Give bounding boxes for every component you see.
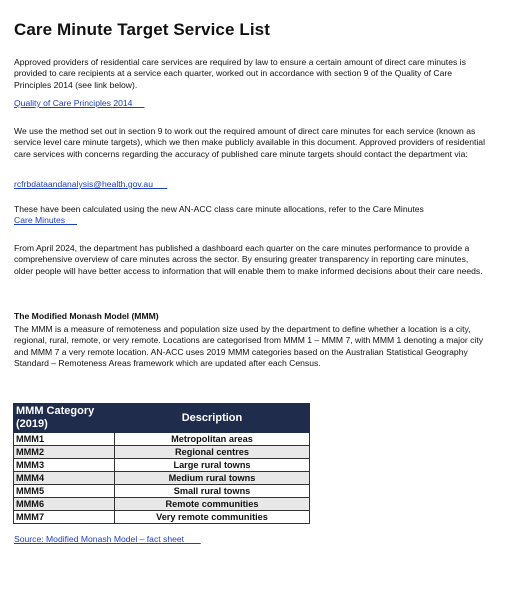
table-row: [14, 459, 310, 472]
contact-email-link[interactable]: rcfrbdataandanalysis@health.gov.au: [14, 179, 168, 189]
mmm-category-cell: MMM5: [14, 485, 115, 498]
mmm-description-cell: Remote communities: [115, 498, 310, 511]
mmm-description-cell: Regional centres: [115, 446, 310, 459]
mmm-fact-sheet-source-link[interactable]: Source: Modified Monash Model – fact sheet: [14, 534, 201, 544]
mmm-category-cell: MMM2: [14, 446, 115, 459]
table-header-row: [14, 404, 310, 433]
mmm-description-cell: Large rural towns: [115, 459, 310, 472]
mmm-paragraph: The MMM is a measure of remoteness and population size used by the department to define whether a location is a city, regional, rural, remote, or very remote. Locations are categorised from MMM 1 – MMM 7, with MMM 1 denoting a major city and MMM 7 a very remote location. AN-ACC uses 2019 MMM categories based on the Australian Statistical Geography Standard – Remoteness Areas framework which are updated after each Census.: [14, 324, 484, 368]
table-row: [14, 498, 310, 511]
mmm-description-cell: Medium rural towns: [115, 472, 310, 485]
header-mmm-category: MMM Category (2019): [14, 404, 115, 433]
header-description: Description: [115, 404, 310, 433]
page-title: Care Minute Target Service List: [14, 20, 270, 39]
mmm-description-cell: Very remote communities: [115, 511, 310, 524]
mmm-description-cell: Metropolitan areas: [115, 433, 310, 446]
mmm-category-cell: MMM3: [14, 459, 115, 472]
care-minutes-link[interactable]: Care Minutes: [14, 215, 78, 225]
mmm-category-table: [13, 403, 310, 524]
table-row: [14, 446, 310, 459]
mmm-category-cell: MMM1: [14, 433, 115, 446]
quality-of-care-principles-link[interactable]: Quality of Care Principles 2014: [14, 98, 145, 108]
table-row: [14, 485, 310, 498]
mmm-category-cell: MMM4: [14, 472, 115, 485]
calculation-paragraph: These have been calculated using the new AN-ACC class care minute allocations, refer to the Care Minutes: [14, 204, 424, 214]
table-row: [14, 472, 310, 485]
table-row: [14, 433, 310, 446]
mmm-description-cell: Small rural towns: [115, 485, 310, 498]
mmm-category-cell: MMM7: [14, 511, 115, 524]
table-row: [14, 511, 310, 524]
method-paragraph: We use the method set out in section 9 to work out the required amount of direct care minutes for each service (known as service level care minute targets), which we then make publicly available in this document. Approved providers of residential care services with concerns regarding the accuracy of published care minute targets should contact the department via:: [14, 126, 485, 159]
mmm-category-cell: MMM6: [14, 498, 115, 511]
dashboard-paragraph: From April 2024, the department has published a dashboard each quarter on the care minutes performance to provide a comprehensive overview of care minutes across the sector. By ensuring greater transparency in reporting care minutes, older people will have better access to information that will enable them to make informed decisions about their care needs.: [14, 243, 483, 276]
intro-paragraph: Approved providers of residential care services are required by law to ensure a certain amount of direct care minutes is provided to care recipients at a service each quarter, worked out in accordance with section 9 of the Quality of Care Principles 2014 (see link below).: [14, 57, 466, 90]
mmm-section-heading: The Modified Monash Model (MMM): [14, 311, 159, 321]
